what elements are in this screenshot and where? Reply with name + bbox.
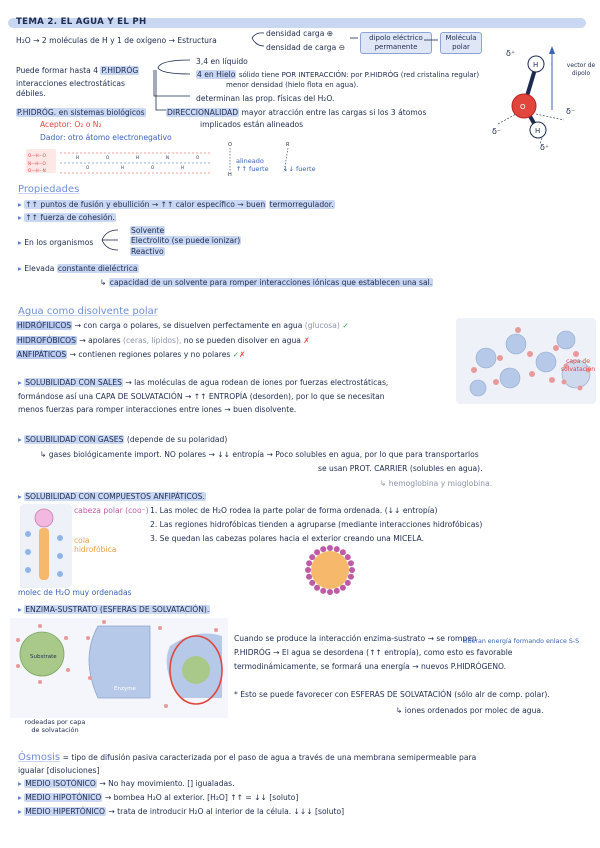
gases-dep: (depende de su polaridad) bbox=[126, 435, 228, 444]
enzima-text-2b: liberan energía formando enlace S-S bbox=[464, 638, 580, 645]
micela-head bbox=[334, 588, 340, 594]
enzima-text-2: P.HIDRÓG → El agua se desordena (↑↑ entropía), como esto es favorable bbox=[234, 648, 513, 657]
svg-text:H: H bbox=[228, 172, 232, 178]
osmosis-def: = tipo de difusión pasiva caracterizada por el paso de agua a través de una membrana semipermeable para bbox=[62, 753, 477, 762]
sales-line-1 bbox=[18, 378, 388, 387]
hipotonico-line bbox=[18, 793, 298, 802]
sales-text-1: → las moléculas de agua rodean de iones por fuerzas electrostáticas, bbox=[125, 378, 389, 387]
fuerte-text: ↑↑ fuerte bbox=[236, 165, 269, 173]
hidrofobicos-line: HIDROFÓBICOS → apolares (ceras, lípidos), no se pueden disolver en agua ✗ bbox=[17, 336, 310, 345]
hielo-text bbox=[196, 70, 479, 80]
hipertonico-line bbox=[18, 807, 344, 816]
gases-line-1 bbox=[18, 435, 227, 444]
delta-neg-right: δ⁻ bbox=[566, 107, 576, 116]
rodeadas-label: rodeadas por capa de solvatación bbox=[24, 718, 86, 735]
svg-text:N: N bbox=[166, 155, 169, 160]
propiedad-4-desc-text: capacidad de un solvente para romper interacciones iónicas que establecen una sal. bbox=[109, 278, 433, 287]
isotonico-line bbox=[18, 779, 235, 788]
enzima-text-1: Cuando se produce la interacción enzima-sustrato → se rompen bbox=[234, 634, 477, 643]
micela-diagram bbox=[300, 540, 360, 600]
h-bottom-label: H bbox=[535, 127, 541, 135]
electrolito-item bbox=[130, 236, 241, 245]
osmosis-line bbox=[18, 752, 476, 765]
svg-text:H: H bbox=[136, 155, 140, 160]
solvente-item bbox=[130, 226, 165, 235]
micela-head bbox=[327, 545, 333, 551]
anfipaticos-text: → contienen regiones polares y no polares bbox=[69, 350, 231, 359]
cabeza-polar-text: cabeza polar bbox=[74, 506, 123, 515]
hipertonico-text: → trata de introducir H₂O al interior de la célula. ↓↓↓ [soluto] bbox=[108, 807, 345, 816]
direccionalidad-text: mayor atracción entre las cargas si los 3 átomos bbox=[241, 108, 427, 117]
svg-text:O: O bbox=[151, 165, 155, 170]
organismos-brace bbox=[100, 226, 130, 256]
micela-head bbox=[334, 546, 340, 552]
enzima-tag: ENZIMA-SUSTRATO (ESFERAS DE SOLVATACIÓN). bbox=[25, 605, 210, 614]
determinan-text: determinan las prop. físicas del H₂O. bbox=[196, 94, 335, 103]
hielo-tag: 4 en Hielo bbox=[197, 70, 236, 79]
carga-positiva: densidad carga ⊕ bbox=[266, 29, 334, 38]
micela-head bbox=[309, 580, 315, 586]
enzima-text-4: * Esto se puede favorecer con ESFERAS DE SOLVATACIÓN (sólo alr de comp. polar). bbox=[234, 690, 550, 699]
o-label: O bbox=[520, 103, 526, 111]
hidrofobicos-ejemplo: (ceras, lípidos), bbox=[123, 336, 182, 345]
puentes-line2: interacciones electrostáticas bbox=[16, 79, 125, 88]
svg-text:N—H···O: N—H···O bbox=[28, 161, 46, 166]
isotonico-tag: MEDIO ISOTÓNICO bbox=[25, 779, 96, 788]
gases-line-3: se usan PROT. CARRIER (solubles en agua). bbox=[318, 464, 483, 473]
micela-head bbox=[305, 567, 311, 573]
propiedad-1-text: ↑↑ puntos de fusión y ebullición → ↑↑ calor específico → buen bbox=[25, 200, 266, 209]
puentes-text: Puede formar hasta 4 bbox=[16, 66, 99, 75]
hipertonico-tag: MEDIO HIPERTÓNICO bbox=[25, 807, 105, 816]
anfipaticos-solub-line bbox=[18, 492, 206, 501]
hidrofilicos-ejemplo: (glucosa) bbox=[304, 321, 340, 330]
micela-head bbox=[306, 560, 312, 566]
hidrofobicos-text-b: no se pueden disolver en agua bbox=[183, 336, 301, 345]
disolvente-heading: Agua como disolvente polar bbox=[18, 306, 158, 317]
phidrog-tag: P.HIDRÓG bbox=[101, 66, 139, 75]
estructura-arrows bbox=[250, 28, 450, 58]
micela-head bbox=[320, 588, 326, 594]
anfipaticos-line: ANFIPÁTICOS → contienen regiones polares y no polares ✓✗ bbox=[17, 350, 246, 359]
termorregulador-tag: termorregulador. bbox=[269, 200, 334, 209]
anfipaticos-solub-tag: SOLUBILIDAD CON COMPUESTOS ANFIPÁTICOS. bbox=[25, 492, 205, 501]
dipolo-vector-label: vector de dipolo bbox=[566, 62, 596, 77]
micela-head bbox=[348, 560, 354, 566]
micela-head bbox=[314, 549, 320, 555]
direccionalidad-text2: implicados están alineados bbox=[200, 120, 304, 129]
sistemas-biologicos bbox=[16, 108, 146, 117]
sales-tag: SOLUBILIDAD CON SALES bbox=[25, 378, 122, 387]
enzima-text-3: termodinámicamente, se formará una energía → nuevos P.HIDRÓGENO. bbox=[234, 662, 507, 671]
water-molecule-diagram bbox=[478, 40, 593, 160]
dipolo-box: dipolo eléctrico permanente bbox=[360, 32, 432, 54]
gases-line-2: ↳ gases biológicamente import. NO polares → ↓↓ entropía → Poco solubles en agua, por lo que para transportarlos bbox=[40, 450, 479, 459]
micela-head bbox=[349, 567, 355, 573]
hidrofilicos-line: HIDRÓFILICOS → con carga o polares, se disuelven perfectamente en agua (glucosa) ✓ bbox=[17, 321, 349, 330]
menor-densidad: menor densidad (hielo flota en agua). bbox=[226, 81, 359, 89]
estructura-line: H₂O → 2 moléculas de H y 1 de oxígeno → Estructura bbox=[16, 36, 217, 45]
amphipathic-diagram bbox=[14, 504, 74, 594]
hidrofobicos-text: → apolares bbox=[79, 336, 121, 345]
cola-hidrofobica-label: cola hidrofóbica bbox=[74, 536, 117, 555]
propiedad-1 bbox=[18, 200, 335, 209]
aceptor-text: Aceptor: O₂ o N₂ bbox=[40, 120, 102, 129]
coo-label: (coo⁻) bbox=[125, 506, 149, 515]
puentes-line3: débiles. bbox=[16, 89, 46, 98]
micela-head bbox=[348, 574, 354, 580]
micela-head bbox=[340, 549, 346, 555]
micela-head bbox=[320, 546, 326, 552]
svg-text:O: O bbox=[196, 155, 200, 160]
hielo-desc: sólido tiene POR INTERACCIÓN: por P.HIDRÓG (red cristalina regular) bbox=[238, 71, 480, 79]
hidrofilicos-text: → con carga o polares, se disuelven perfectamente en agua bbox=[74, 321, 303, 330]
cabeza-polar-label bbox=[74, 506, 149, 515]
sales-line-3: menos fuerzas para romper interacciones entre iones → buen disolvente. bbox=[18, 405, 297, 414]
svg-text:O: O bbox=[228, 142, 232, 148]
sales-line-2: formándose así una CAPA DE SOLVATACIÓN → ↑↑ ENTROPÍA (desorden), por lo que se necesitan bbox=[18, 392, 385, 401]
delta-pos-top: δ⁺ bbox=[506, 49, 516, 58]
dador-text: Dador: otro átomo electronegativo bbox=[40, 133, 172, 142]
enzyme-label: Enzyme bbox=[114, 686, 136, 692]
anfipaticos-item-2: 2. Las regiones hidrofóbicas tienden a agruparse (mediante interacciones hidrofóbicas) bbox=[150, 520, 483, 529]
enzima-line bbox=[18, 605, 210, 614]
svg-text:O—H···O: O—H···O bbox=[28, 153, 46, 158]
svg-text:H: H bbox=[121, 165, 125, 170]
gases-line-4: ↳ hemoglobina y mioglobina. bbox=[380, 479, 493, 488]
puentes-line1 bbox=[16, 66, 139, 75]
reactivo-text: Reactivo bbox=[131, 247, 164, 256]
osmosis-heading: Ósmosis bbox=[18, 752, 61, 763]
micela-head bbox=[306, 574, 312, 580]
propiedad-2 bbox=[18, 213, 116, 222]
anfipaticos-item-3: 3. Se quedan las cabezas polares hacia el exterior creando una MICELA. bbox=[150, 534, 424, 543]
svg-text:O: O bbox=[106, 155, 110, 160]
propiedad-2-text: ↑↑ fuerza de cohesión. bbox=[25, 213, 115, 222]
propiedad-3: ▸ En los organismos bbox=[18, 238, 93, 247]
hipotonico-text: → bombea H₂O al exterior. [H₂O] ↑↑ = ↓↓ [soluto] bbox=[104, 793, 299, 802]
enzima-text-5-inner: iones ordenados por molec de agua. bbox=[404, 706, 544, 715]
micela-head bbox=[345, 554, 351, 560]
enzima-text-5: ↳ iones ordenados por molec de agua. bbox=[396, 706, 544, 715]
svg-text:H: H bbox=[76, 155, 80, 160]
gases-tag: SOLUBILIDAD CON GASES bbox=[25, 435, 124, 444]
puentes-arrows bbox=[150, 56, 210, 116]
isotonico-text: → No hay movimiento. [] igualadas. bbox=[99, 779, 235, 788]
propiedades-heading: Propiedades bbox=[18, 184, 80, 195]
electrolito-text: Electrolito (se puede ionizar) bbox=[131, 236, 241, 245]
gases-text-1: gases biológicamente import. NO polares → ↓↓ entropía → Poco solubles en agua, por lo que para transportarlos bbox=[48, 450, 479, 459]
capa-solvatacion-label: capa de solvatación bbox=[560, 358, 596, 373]
micela-head bbox=[309, 554, 315, 560]
delta-neg-left: δ⁻ bbox=[492, 127, 502, 136]
propiedad-4-desc: ↳ capacidad de un solvente para romper interacciones iónicas que establecen una sal. bbox=[100, 278, 433, 287]
svg-text:O: O bbox=[86, 165, 90, 170]
page-title: TEMA 2. EL AGUA Y EL PH bbox=[16, 17, 147, 27]
hipotonico-tag: MEDIO HIPOTÓNICO bbox=[25, 793, 102, 802]
solvente-text: Solvente bbox=[131, 226, 165, 235]
hidrofilicos-tag: HIDRÓFILICOS bbox=[17, 321, 72, 330]
anfipaticos-item-1: 1. Las molec de H₂O rodea la parte polar de forma ordenada. (↓↓ entropía) bbox=[150, 506, 438, 515]
alineado-text: alineado bbox=[236, 157, 264, 165]
h-top-label: H bbox=[533, 61, 539, 69]
propiedad-4 bbox=[18, 264, 139, 273]
svg-text:H: H bbox=[181, 165, 185, 170]
osmosis-def-2: igualar [disoluciones] bbox=[18, 766, 100, 775]
hbond-sketch bbox=[26, 145, 216, 181]
substrate-label: Substrate bbox=[30, 654, 57, 660]
micela-head bbox=[314, 585, 320, 591]
svg-text:O—H···N: O—H···N bbox=[28, 168, 46, 173]
constante-dielectrica-tag: constante dieléctrica bbox=[57, 264, 138, 273]
hidrofobicos-tag: HIDROFÓBICOS bbox=[17, 336, 76, 345]
molec-ordenadas-label: molec de H₂O muy ordenadas bbox=[18, 588, 132, 597]
delta-pos-bottom: δ⁺ bbox=[540, 143, 550, 152]
reactivo-item bbox=[130, 247, 165, 256]
carga-negativa: densidad de carga ⊖ bbox=[266, 43, 346, 52]
direccionalidad-tag: DIRECCIONALIDAD bbox=[167, 108, 239, 117]
svg-text:R: R bbox=[286, 142, 290, 148]
enzyme-substrate-diagram bbox=[10, 618, 228, 718]
anfipaticos-tag: ANFIPÁTICOS bbox=[17, 350, 67, 359]
micela-head bbox=[340, 585, 346, 591]
sistemas-biologicos-tag: P.HIDRÓG. en sistemas biológicos bbox=[17, 108, 145, 117]
gases-text-3: hemoglobina y mioglobina. bbox=[388, 479, 493, 488]
liquido-text: 3,4 en líquido bbox=[196, 57, 248, 66]
molecula-polar-box: Molécula polar bbox=[440, 32, 482, 54]
menos-fuerte-text: ↓↓ fuerte bbox=[283, 165, 316, 173]
micela-head bbox=[345, 580, 351, 586]
propiedad-4-text: Elevada bbox=[24, 264, 55, 273]
micela-head bbox=[327, 589, 333, 595]
